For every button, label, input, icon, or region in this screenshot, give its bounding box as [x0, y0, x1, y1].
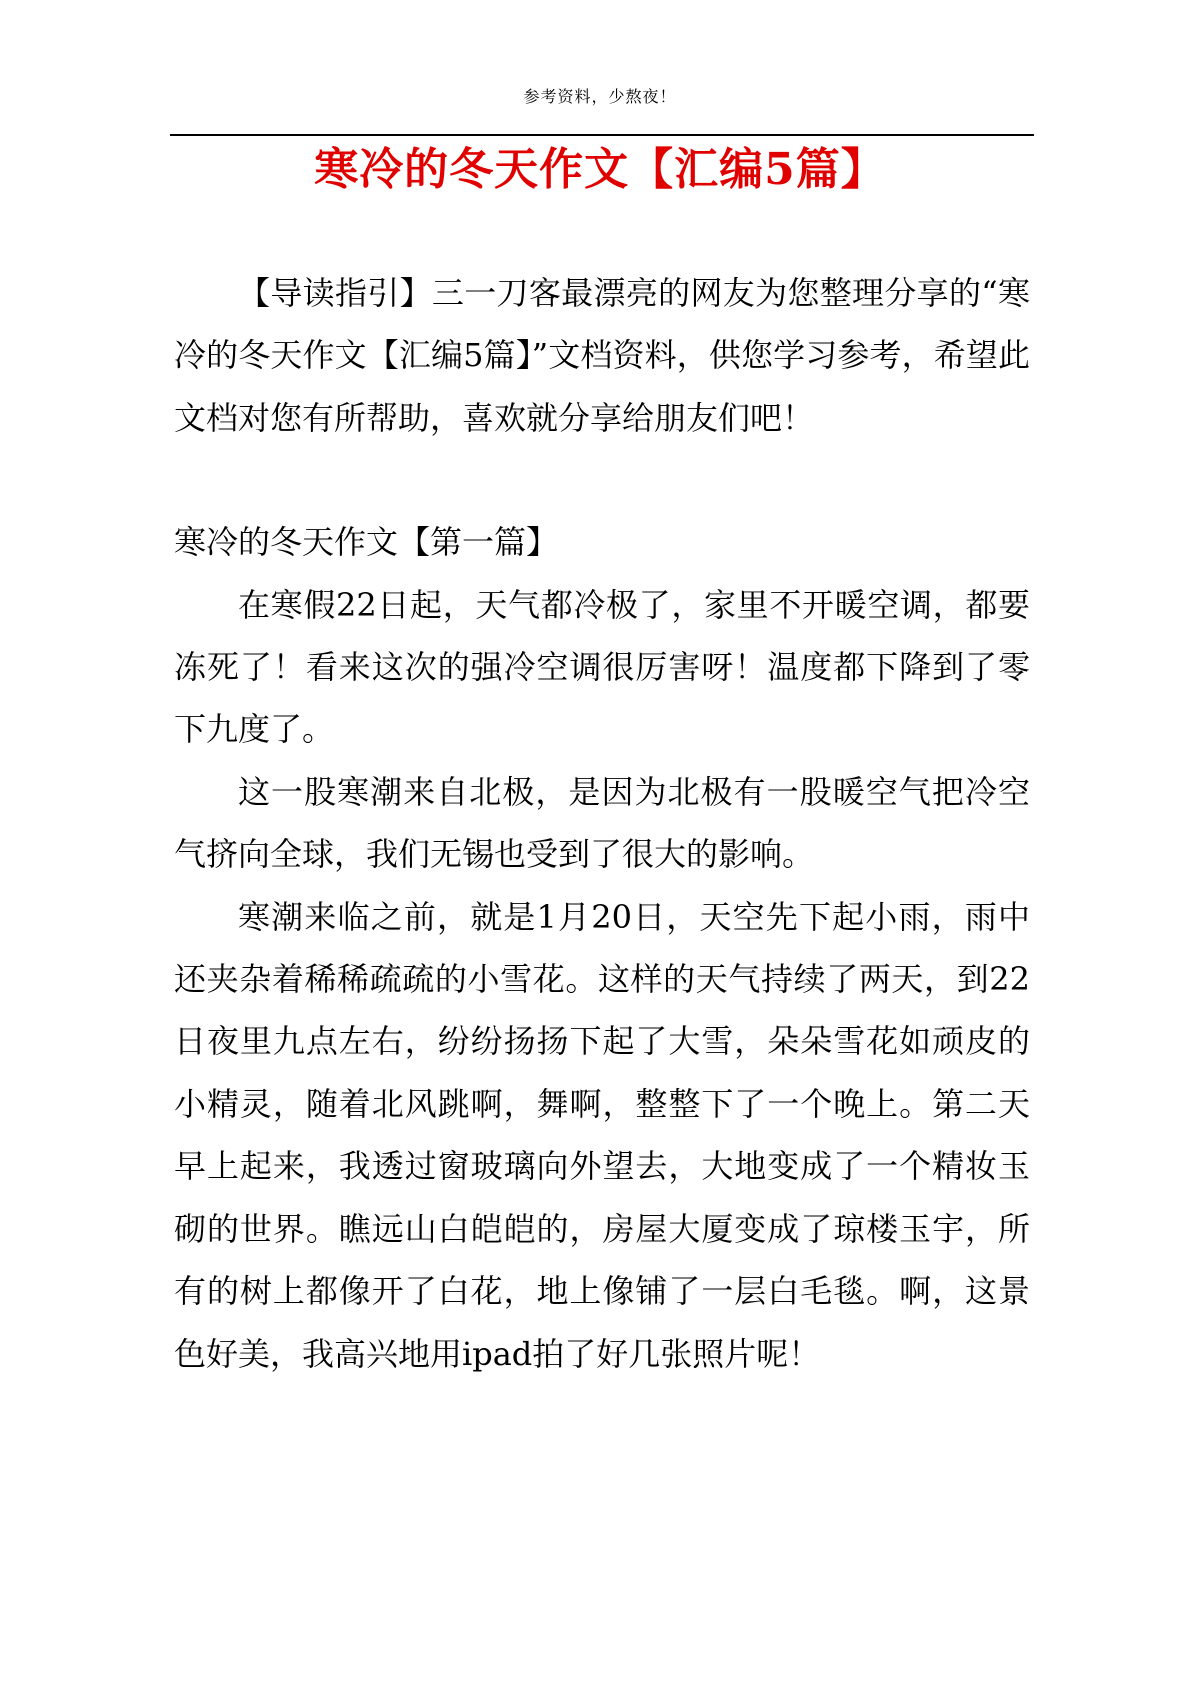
header-divider — [170, 134, 1034, 136]
section-spacer — [174, 449, 1030, 511]
header-note: 参考资料，少熬夜！ — [523, 87, 677, 106]
document-body — [174, 262, 1030, 1385]
body-paragraph: 寒潮来临之前，就是1月20日，天空先下起小雨，雨中还夹杂着稀稀疏疏的小雪花。这样的天气持续了两天，到22日夜里九点左右，纷纷扬扬下起了大雪，朵朵雪花如顽皮的小精灵，随着北风跳啊，舞啊，整整下了一个晚上。第二天早上起来，我透过窗玻璃向外望去，大地变成了一个精妆玉砌的世界。瞧远山白皑皑的，房屋大厦变成了琼楼玉宇，所有的树上都像开了白花，地上像铺了一层白毛毯。啊，这景色好美，我高兴地用ipad拍了好几张照片呢！ — [174, 897, 1030, 1373]
intro-paragraph: 【导读指引】三一刀客最漂亮的网友为您整理分享的“寒冷的冬天作文【汇编5篇】”文档资料，供您学习参考，希望此文档对您有所帮助，喜欢就分享给朋友们吧！ — [174, 274, 1030, 437]
document-title: 寒冷的冬天作文【汇编5篇】 — [314, 144, 886, 195]
body-paragraph: 在寒假22日起，天气都冷极了，家里不开暖空调，都要冻死了！看来这次的强冷空调很厉害呀！温度都下降到了零下九度了。 — [174, 585, 1030, 749]
section-heading: 寒冷的冬天作文【第一篇】 — [174, 523, 559, 562]
body-paragraph: 这一股寒潮来自北极，是因为北极有一股暖空气把冷空气挤向全球，我们无锡也受到了很大的影响。 — [174, 772, 1030, 874]
